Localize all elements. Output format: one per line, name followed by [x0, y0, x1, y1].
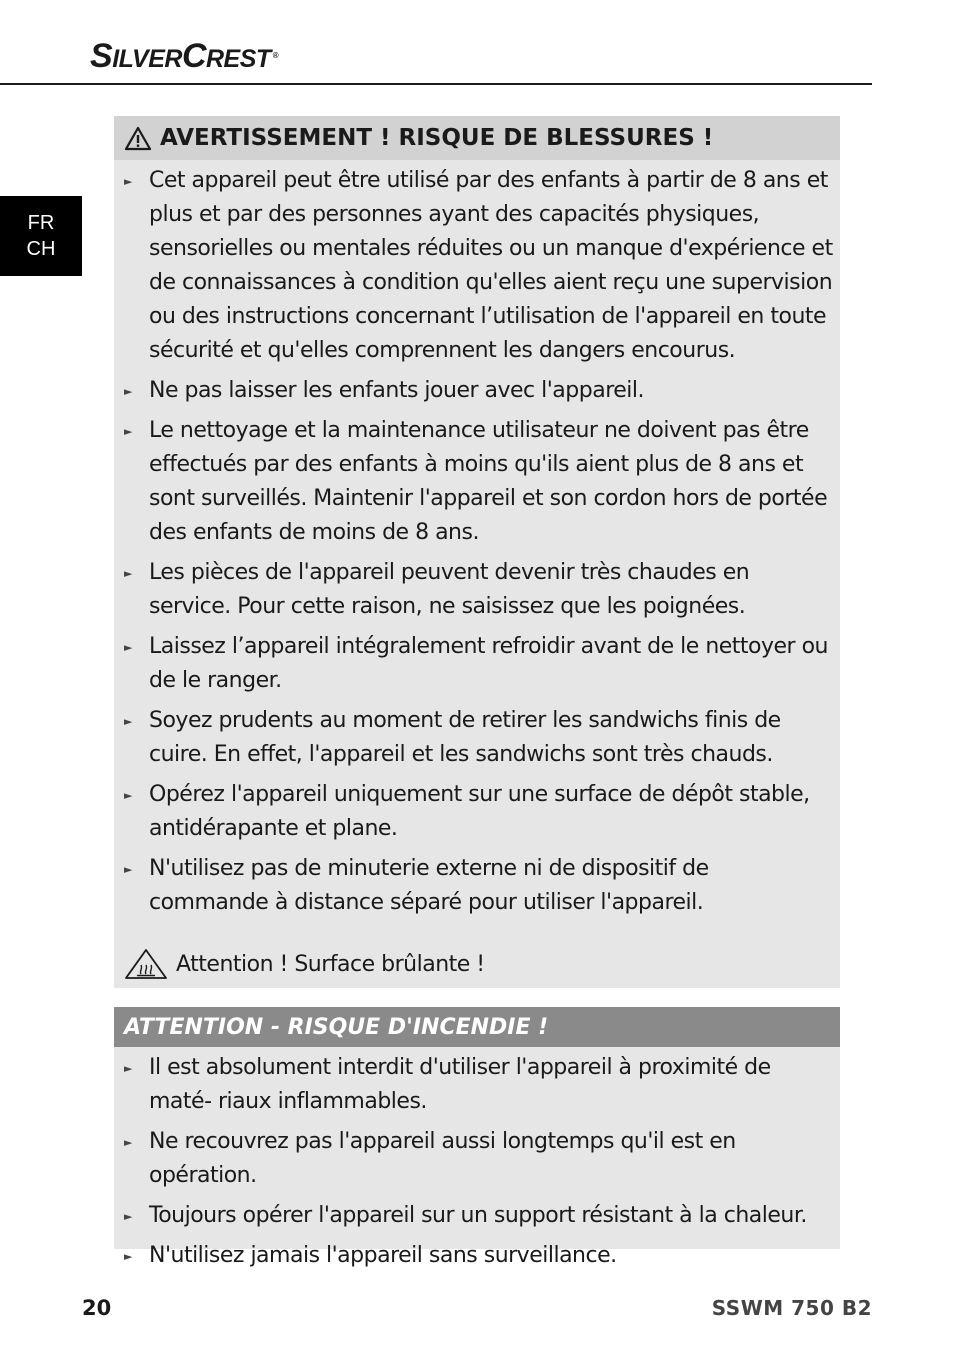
list-item: ► Cet appareil peut être utilisé par des enfants à partir de 8 ans et plus et par des personnes ayant des capacités physiques, sensorielles ou mentales réduites ou un manque d'expérience et de connaissances à condition qu'elles aient reçu une supervision ou des instructions concernant l’utilisation de l'appareil en toute sécurité et qu'elles comprennent les dangers encourus. — [114, 164, 840, 368]
hot-surface-note — [124, 948, 485, 980]
language-tab — [0, 196, 82, 276]
arrow-right-icon: ► — [124, 1062, 132, 1075]
list-item: ► Le nettoyage et la maintenance utilisateur ne doivent pas être effectués par des enfants à moins qu'ils aient plus de 8 ans et sont surveillés. Maintenir l'appareil et son cordon hors de portée des enfants de moins de 8 ans. — [114, 414, 840, 550]
warning-section — [114, 116, 840, 988]
warning-heading — [114, 116, 840, 160]
list-item: ► Soyez prudents au moment de retirer les sandwichs finis de cuire. En effet, l'appareil et les sandwichs sont très chauds. — [114, 704, 840, 772]
arrow-right-icon: ► — [124, 863, 132, 876]
fire-title: ATTENTION - RISQUE D'INCENDIE ! — [124, 1014, 549, 1040]
arrow-right-icon: ► — [124, 567, 132, 580]
list-item: ► Ne pas laisser les enfants jouer avec l'appareil. — [114, 374, 840, 408]
arrow-right-icon: ► — [124, 385, 132, 398]
arrow-right-icon: ► — [124, 175, 132, 188]
arrow-right-icon: ► — [124, 715, 132, 728]
fire-section — [114, 1007, 840, 1268]
fire-heading — [114, 1007, 840, 1047]
arrow-right-icon: ► — [124, 425, 132, 438]
brand-logo: SILVERCREST ® — [90, 37, 279, 75]
arrow-right-icon: ► — [124, 641, 132, 654]
list-item: ► Laissez l’appareil intégralement refroidir avant de le nettoyer ou de le ranger. — [114, 630, 840, 698]
warning-triangle-icon — [124, 126, 152, 151]
list-item: ► Opérez l'appareil uniquement sur une surface de dépôt stable, antidérapante et plane. — [114, 778, 840, 846]
page-number: 20 — [82, 1296, 112, 1320]
list-item: ► Il est absolument interdit d'utiliser l'appareil à proximité de maté- riaux inflammables. — [114, 1051, 840, 1119]
arrow-right-icon: ► — [124, 789, 132, 802]
warning-list — [114, 160, 840, 920]
model-number: SSWM 750 B2 — [711, 1296, 872, 1320]
list-item: ► Toujours opérer l'appareil sur un support résistant à la chaleur. — [114, 1199, 840, 1233]
list-item: ► Ne recouvrez pas l'appareil aussi longtemps qu'il est en opération. — [114, 1125, 840, 1193]
language-code-ch: CH — [26, 238, 56, 260]
language-code-fr: FR — [27, 212, 55, 234]
fire-list — [114, 1047, 840, 1273]
arrow-right-icon: ► — [124, 1250, 132, 1263]
arrow-right-icon: ► — [124, 1136, 132, 1149]
header-rule — [0, 83, 872, 85]
hot-surface-icon — [124, 948, 168, 980]
list-item: ► N'utilisez jamais l'appareil sans surveillance. — [114, 1239, 840, 1273]
list-item: ► Les pièces de l'appareil peuvent devenir très chaudes en service. Pour cette raison, ne saisissez que les poignées. — [114, 556, 840, 624]
hot-surface-text: Attention ! Surface brûlante ! — [176, 951, 485, 977]
list-item: ► N'utilisez pas de minuterie externe ni de dispositif de commande à distance séparé pour utiliser l'appareil. — [114, 852, 840, 920]
warning-title: AVERTISSEMENT ! RISQUE DE BLESSURES ! — [160, 125, 714, 151]
arrow-right-icon: ► — [124, 1210, 132, 1223]
